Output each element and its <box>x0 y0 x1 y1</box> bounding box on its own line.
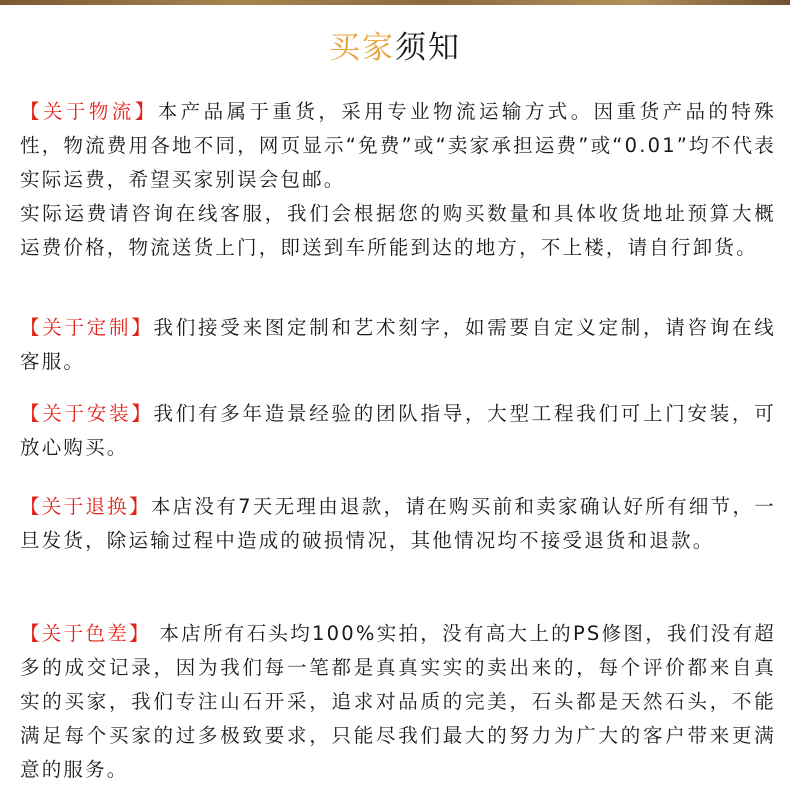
title-accent: 买家 <box>329 30 395 66</box>
section-tag-color: 【关于色差】 <box>20 622 151 645</box>
section-tag-custom: 【关于定制】 <box>20 316 154 339</box>
title-rest: 须知 <box>395 30 461 66</box>
section-text-logistics: 本产品属于重货，采用专业物流运输方式。因重货产品的特殊性，物流费用各地不同，网页显示“免费”或“卖家承担运费”或“0.01”均不代表实际运费，希望买家别误会包邮。 <box>20 100 776 191</box>
section-tag-install: 【关于安装】 <box>20 402 154 425</box>
top-image-strip <box>0 0 790 5</box>
section-text-logistics-2: 实际运费请咨询在线客服，我们会根据您的购买数量和具体收货地址预算大概运费价格，物流送货上门，即送到车所能到达的地方，不上楼，请自行卸货。 <box>20 202 776 259</box>
section-tag-return: 【关于退换】 <box>20 495 151 518</box>
section-text-color: 本店所有石头均100%实拍，没有高大上的PS修图，我们没有超多的成交记录，因为我们每一笔都是真真实实的卖出来的，每个评价都来自真实的买家，我们专注山石开采，追求对品质的完美，石头都是天然石头，不能满足每个买家的过多极致要求，只能尽我们最大的努力为广大的客户带来更满意的服务。 <box>20 622 776 781</box>
section-logistics <box>20 95 776 265</box>
section-return <box>20 490 776 558</box>
page-title <box>0 26 790 70</box>
section-tag-logistics: 【关于物流】 <box>20 100 158 123</box>
section-custom <box>20 311 776 379</box>
section-text-install: 我们有多年造景经验的团队指导，大型工程我们可上门安装，可放心购买。 <box>20 402 776 459</box>
section-color <box>20 617 776 787</box>
section-text-custom: 我们接受来图定制和艺术刻字，如需要自定义定制，请咨询在线客服。 <box>20 316 776 373</box>
section-install <box>20 397 776 465</box>
section-text-return: 本店没有7天无理由退款，请在购买前和卖家确认好所有细节，一旦发货，除运输过程中造成的破损情况，其他情况均不接受退货和退款。 <box>20 495 776 552</box>
